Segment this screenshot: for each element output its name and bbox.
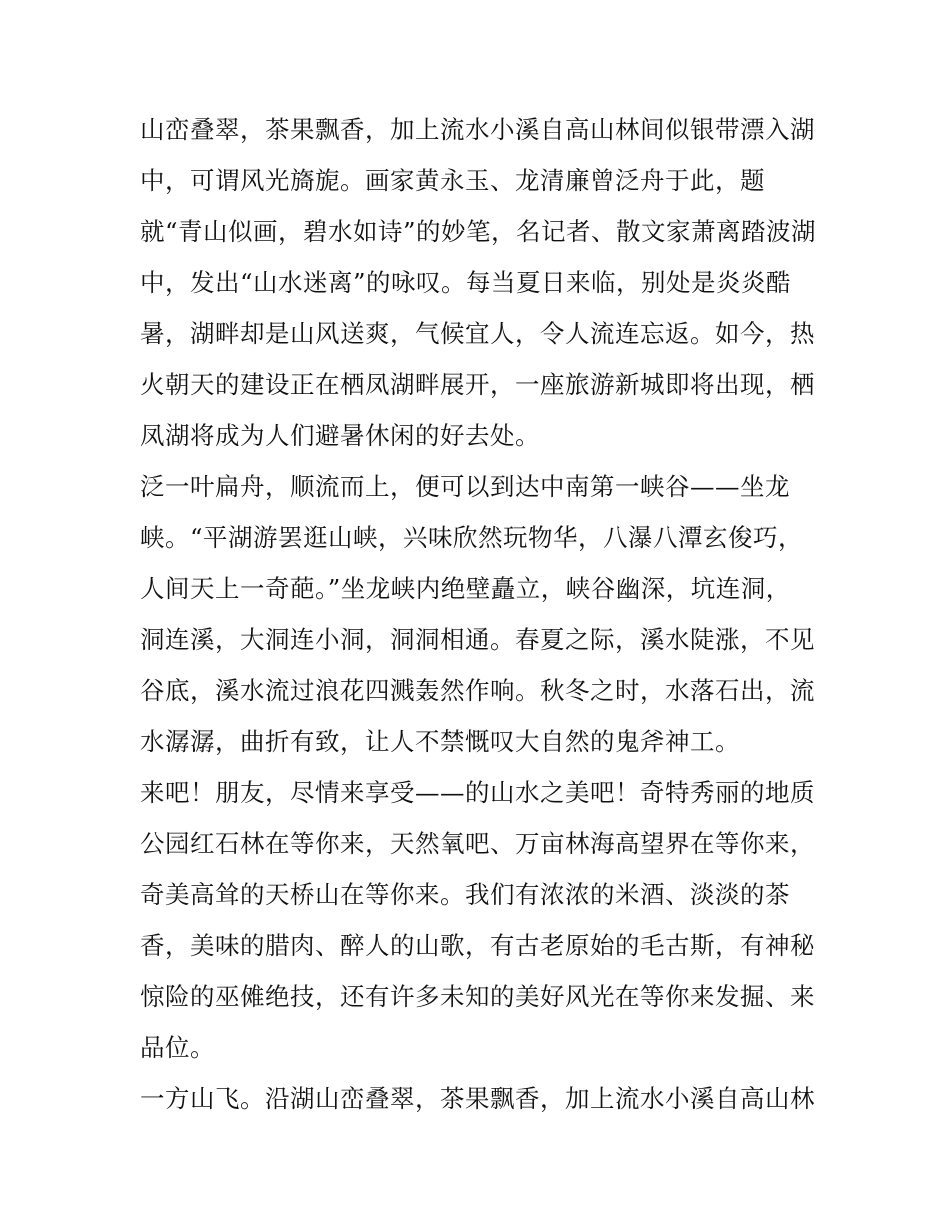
text-line: 中，发出“山水迷离”的咏叹。每当夏日来临，别处是炎炎酷 xyxy=(140,268,792,297)
text-line: 洞连溪，大洞连小洞，洞洞相通。春夏之际，溪水陡涨，不见 xyxy=(140,625,815,654)
text-line: 暑，湖畔却是山风送爽，气候宜人，令人流连忘返。如今，热 xyxy=(140,319,815,348)
text-line: 惊险的巫傩绝技，还有许多未知的美好风光在等你来发掘、来 xyxy=(140,982,815,1011)
text-line: 人间天上一奇葩。”坐龙峡内绝壁矗立，峡谷幽深，坑连洞， xyxy=(140,574,791,603)
text-line: 中，可谓风光旖旎。画家黄永玉、龙清廉曾泛舟于此，题 xyxy=(140,166,765,195)
text-line: 峡。“平湖游罢逛山峡，兴味欣然玩物华，八瀑八潭玄俊巧， xyxy=(140,523,804,552)
text-line: 一方山飞。沿湖山峦叠翠，茶果飘香，加上流水小溪自高山林 xyxy=(140,1084,815,1113)
text-line: 品位。 xyxy=(140,1033,215,1062)
text-line: 山峦叠翠，茶果飘香，加上流水小溪自高山林间似银带漂入湖 xyxy=(140,115,815,144)
text-line: 香，美味的腊肉、醉人的山歌，有古老原始的毛古斯，有神秘 xyxy=(140,931,815,960)
text-line: 谷底，溪水流过浪花四溅轰然作响。秋冬之时，水落石出，流 xyxy=(140,676,815,705)
body-text xyxy=(140,104,840,1124)
text-line: 泛一叶扁舟，顺流而上，便可以到达中南第一峡谷——坐龙 xyxy=(140,472,790,501)
text-line: 来吧！朋友，尽情来享受——的山水之美吧！奇特秀丽的地质 xyxy=(140,778,815,807)
text-line: 奇美高耸的天桥山在等你来。我们有浓浓的米酒、淡淡的茶 xyxy=(140,880,790,909)
text-line: 凤湖将成为人们避暑休闲的好去处。 xyxy=(140,421,540,450)
text-line: 火朝天的建设正在栖凤湖畔展开，一座旅游新城即将出现，栖 xyxy=(140,370,815,399)
text-line: 公园红石林在等你来，天然氧吧、万亩林海高望界在等你来， xyxy=(140,829,815,858)
text-line: 就“青山似画，碧水如诗”的妙笔，名记者、散文家萧离踏波湖 xyxy=(140,217,817,246)
text-line: 水潺潺，曲折有致，让人不禁慨叹大自然的鬼斧神工。 xyxy=(140,727,740,756)
